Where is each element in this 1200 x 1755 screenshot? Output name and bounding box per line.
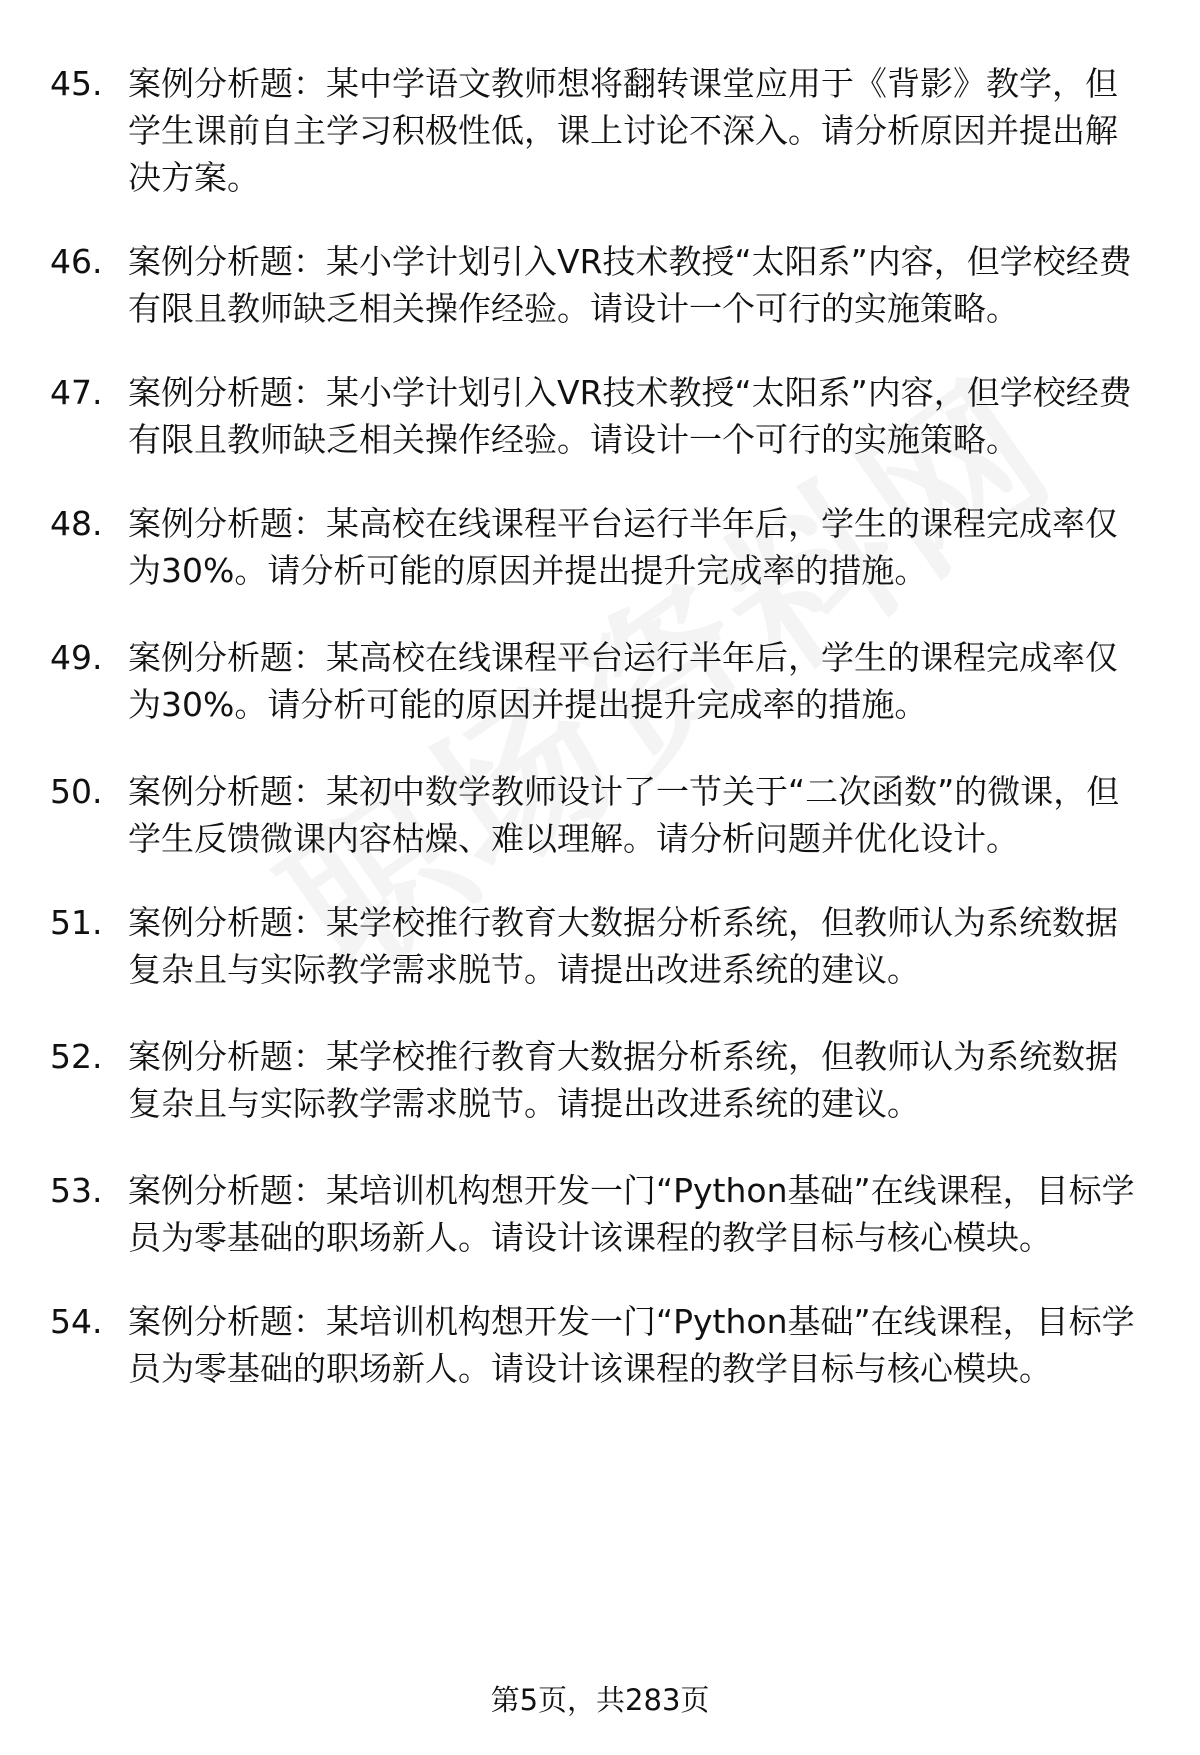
question-number: 52. [50,1037,103,1076]
question-list [50,60,1150,1429]
question-text: 案例分析题：某小学计划引入VR技术教授“太阳系”内容，但学校经费有限且教师缺乏相关操作经验。请设计一个可行的实施策略。 [128,242,1132,328]
question-item [50,1298,1150,1392]
question-number: 47. [50,373,103,412]
question-item [50,238,1150,332]
question-text: 案例分析题：某高校在线课程平台运行半年后，学生的课程完成率仅为30%。请分析可能的原因并提出提升完成率的措施。 [128,504,1118,590]
question-number: 45. [50,64,103,103]
question-text: 案例分析题：某培训机构想开发一门“Python基础”在线课程，目标学员为零基础的职场新人。请设计该课程的教学目标与核心模块。 [128,1171,1135,1257]
question-text: 案例分析题：某学校推行教育大数据分析系统，但教师认为系统数据复杂且与实际教学需求脱节。请提出改进系统的建议。 [128,903,1118,989]
question-text: 案例分析题：某中学语文教师想将翻转课堂应用于《背影》教学，但学生课前自主学习积极性低，课上讨论不深入。请分析原因并提出解决方案。 [128,64,1118,197]
question-item [50,634,1150,728]
question-item [50,768,1150,862]
question-item [50,1033,1150,1127]
question-text: 案例分析题：某高校在线课程平台运行半年后，学生的课程完成率仅为30%。请分析可能的原因并提出提升完成率的措施。 [128,638,1118,724]
question-text: 案例分析题：某小学计划引入VR技术教授“太阳系”内容，但学校经费有限且教师缺乏相关操作经验。请设计一个可行的实施策略。 [128,373,1132,459]
question-item [50,500,1150,594]
question-number: 51. [50,903,103,942]
question-item [50,369,1150,463]
question-number: 49. [50,638,103,677]
question-text: 案例分析题：某培训机构想开发一门“Python基础”在线课程，目标学员为零基础的职场新人。请设计该课程的教学目标与核心模块。 [128,1302,1135,1388]
page-number-label: 第5页，共283页 [490,1683,710,1717]
page-footer [0,1680,1200,1720]
question-item [50,60,1150,201]
question-text: 案例分析题：某学校推行教育大数据分析系统，但教师认为系统数据复杂且与实际教学需求脱节。请提出改进系统的建议。 [128,1037,1118,1123]
question-number: 50. [50,772,103,811]
question-item [50,899,1150,993]
question-number: 54. [50,1302,103,1341]
question-number: 53. [50,1171,103,1210]
question-number: 48. [50,504,103,543]
question-text: 案例分析题：某初中数学教师设计了一节关于“二次函数”的微课，但学生反馈微课内容枯燥、难以理解。请分析问题并优化设计。 [128,772,1120,858]
question-number: 46. [50,242,103,281]
question-item [50,1167,1150,1261]
